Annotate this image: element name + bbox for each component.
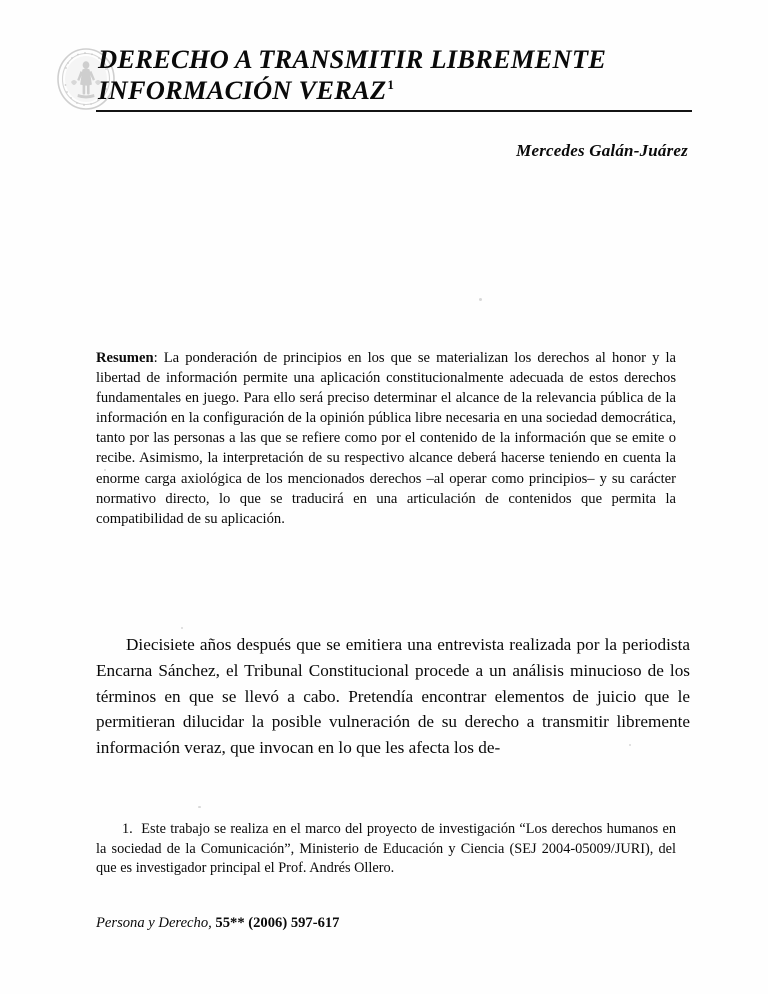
body-paragraph: Diecisiete años después que se emitiera una entrevista realizada por la periodista Encarna Sánchez, el Tribunal Constitucional procede a un análisis minucioso de los términos en que se llevó a cabo. Pretendía encontrar elementos de juicio que le permitieran dilucidar la posible vulneración de su derecho a transmitir libremente información veraz, que invocan en lo que les afecta los de- <box>96 635 690 758</box>
scan-speckle <box>181 627 183 629</box>
abstract-label: Resumen <box>96 350 154 366</box>
scan-speckle <box>198 806 201 808</box>
title-block <box>98 44 694 106</box>
footer-citation <box>96 915 339 932</box>
title-footnote-marker[interactable]: 1 <box>387 77 395 93</box>
footer-journal-name: Persona y Derecho, <box>96 915 212 931</box>
footnote-text: Este trabajo se realiza en el marco del proyecto de investigación “Los derechos humanos en la sociedad de la Comunicación”, Ministerio de Educación y Ciencia (SEJ 2004-05009/JURI), del que es investigador principal el Prof. Andrés Ollero. <box>96 821 676 877</box>
abstract-section <box>96 348 676 529</box>
author-byline: Mercedes Galán-Juárez <box>516 141 688 160</box>
scan-speckle <box>479 298 482 301</box>
footnote-number: 1. <box>122 821 133 837</box>
page-title-line-2: INFORMACIÓN VERAZ <box>98 75 387 105</box>
page-title <box>98 44 694 106</box>
abstract-text: La ponderación de principios en los que se materializan los derechos al honor y la libertad de información permite una aplicación constitucionalmente adecuada de estos derechos fundamentales en juego. Para ello será preciso determinar el alcance de la relevancia pública de la información en la configuración de la opinión pública libre necesaria en una sociedad democrática, tanto por las personas a las que se refiere como por el contenido de la información que se emite o recibe. Asimismo, la interpretación de su respectivo alcance deberá hacerse teniendo en cuenta la enorme carga axiológica de los mencionados derechos –al operar como principios– y su carácter normativo directo, lo que se traducirá en una articulación de contenidos que permita la compatibilidad de su aplicación. <box>96 350 676 527</box>
footnote-1 <box>96 820 676 879</box>
page-title-line-1: DERECHO A TRANSMITIR LIBREMENTE <box>98 44 607 74</box>
footer-volume-pages: 55** (2006) 597-617 <box>211 915 340 931</box>
title-divider <box>96 110 692 112</box>
abstract-separator: : <box>153 350 164 366</box>
